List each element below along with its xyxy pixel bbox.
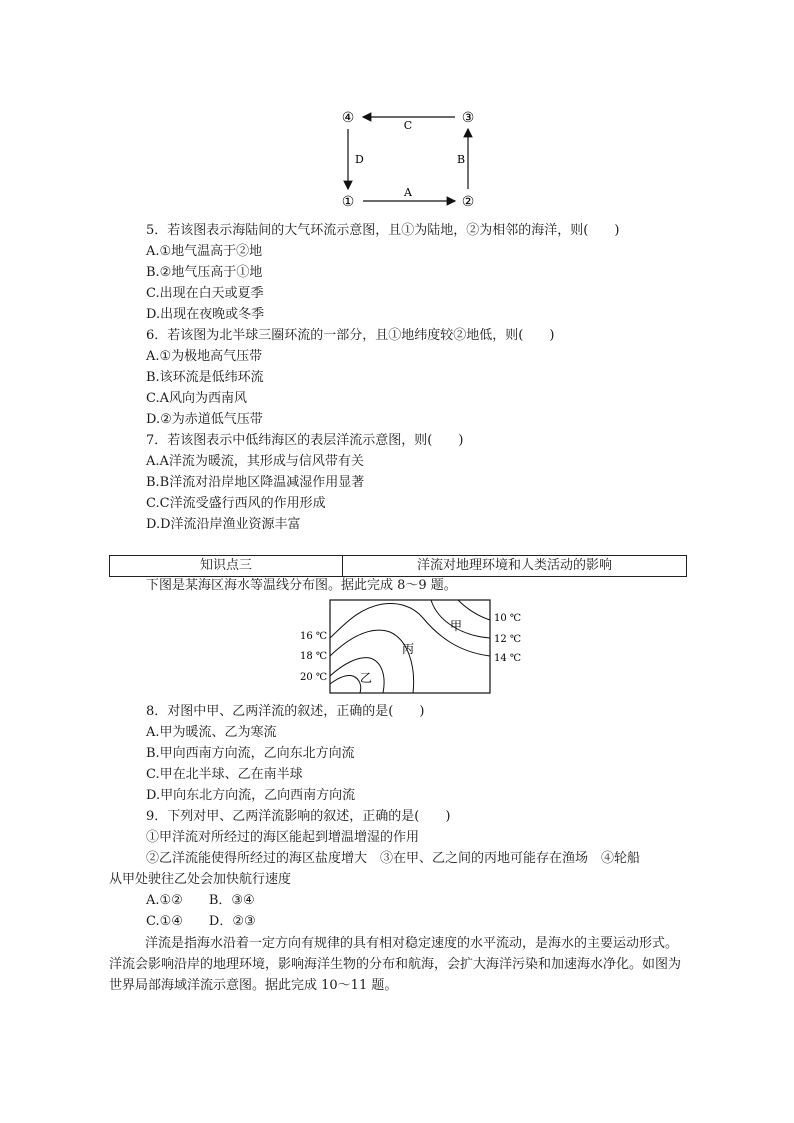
q5-option-b: B.②地气压高于①地 (146, 265, 263, 280)
section-label: 知识点三 (110, 556, 343, 576)
q9-statement-3: 从甲处驶往乙处会加快航行速度 (109, 872, 292, 887)
q7-stem: 7．若该图表示中低纬海区的表层洋流示意图，则( ) (146, 433, 464, 448)
intro-8-9: 下图是某海区海水等温线分布图。据此完成 8～9 题。 (146, 578, 457, 593)
label-c: C (403, 119, 413, 132)
q6-option-c: C.A风向为西南风 (146, 391, 248, 406)
section-header-table (109, 555, 687, 577)
circulation-diagram (330, 105, 490, 215)
node-1: ① (341, 194, 355, 210)
q9-options-ab: A.①② B．③④ (146, 893, 255, 908)
label-14c: 14 ℃ (494, 653, 522, 664)
q7-option-d: D.D洋流沿岸渔业资源丰富 (146, 517, 301, 532)
q7-option-b: B.B洋流对沿岸地区降温减湿作用显著 (146, 475, 365, 490)
node-3: ③ (461, 110, 475, 126)
label-20c: 20 ℃ (300, 672, 328, 683)
node-2: ② (461, 194, 475, 210)
isotherm-diagram (298, 596, 528, 698)
label-16c: 16 ℃ (300, 631, 328, 642)
q6-option-d: D.②为赤道低气压带 (146, 412, 263, 427)
label-yi: 乙 (360, 671, 373, 685)
label-18c: 18 ℃ (300, 651, 328, 662)
q8-option-b: B.甲向西南方向流，乙向东北方向流 (146, 746, 355, 761)
label-bing: 丙 (402, 642, 415, 656)
passage-10-11: 洋流是指海水沿着一定方向有规律的具有相对稳定速度的水平流动，是海水的主要运动形式。洋流会影响沿岸的地理环境，影响海洋生物的分布和航海，会扩大海洋污染和加速海水净化。如图为世界局部海域洋流示意图。据此完成 10～11 题。 (109, 936, 682, 993)
isotherm-20 (330, 675, 361, 693)
isotherm-18 (330, 658, 384, 693)
label-d: D (355, 153, 364, 166)
q6-stem: 6．若该图为北半球三圈环流的一部分，且①地纬度较②地低，则( ) (146, 328, 555, 343)
q8-stem: 8．对图中甲、乙两洋流的叙述，正确的是( ) (146, 704, 425, 719)
label-b: B (457, 153, 466, 166)
section-title: 洋流对地理环境和人类活动的影响 (416, 558, 612, 573)
q8-option-d: D.甲向东北方向流，乙向西南方向流 (146, 788, 356, 803)
isotherm-10 (458, 600, 490, 620)
q9-stem: 9．下列对甲、乙两洋流影响的叙述，正确的是( ) (146, 809, 451, 824)
q6-option-b: B.该环流是低纬环流 (146, 370, 264, 385)
q7-option-c: C.C洋流受盛行西风的作用形成 (146, 496, 326, 511)
q5-option-a: A.①地气温高于②地 (146, 244, 263, 259)
q8-option-a: A.甲为暖流、乙为寒流 (146, 725, 277, 740)
q9-options-cd: C.①④ D．②③ (146, 914, 256, 929)
q5-stem: 5．若该图表示海陆间的大气环流示意图，且①为陆地，②为相邻的海洋，则( ) (146, 223, 620, 238)
q9-statement-2: ②乙洋流能使得所经过的海区盐度增大 ③在甲、乙之间的丙地可能存在渔场 ④轮船 (146, 851, 641, 866)
label-jia: 甲 (450, 619, 463, 633)
label-12c: 12 ℃ (494, 634, 522, 645)
label-10c: 10 ℃ (494, 613, 522, 624)
q8-option-c: C.甲在北半球、乙在南半球 (146, 767, 303, 782)
q7-option-a: A.A洋流为暖流，其形成与信风带有关 (146, 454, 364, 469)
label-a: A (404, 186, 412, 199)
q9-statement-1: ①甲洋流对所经过的海区能起到增温增湿的作用 (146, 830, 420, 845)
q6-option-a: A.①为极地高气压带 (146, 349, 263, 364)
node-4: ④ (341, 110, 355, 126)
q5-option-c: C.出现在白天或夏季 (146, 286, 264, 301)
q5-option-d: D.出现在夜晚或冬季 (146, 307, 265, 322)
